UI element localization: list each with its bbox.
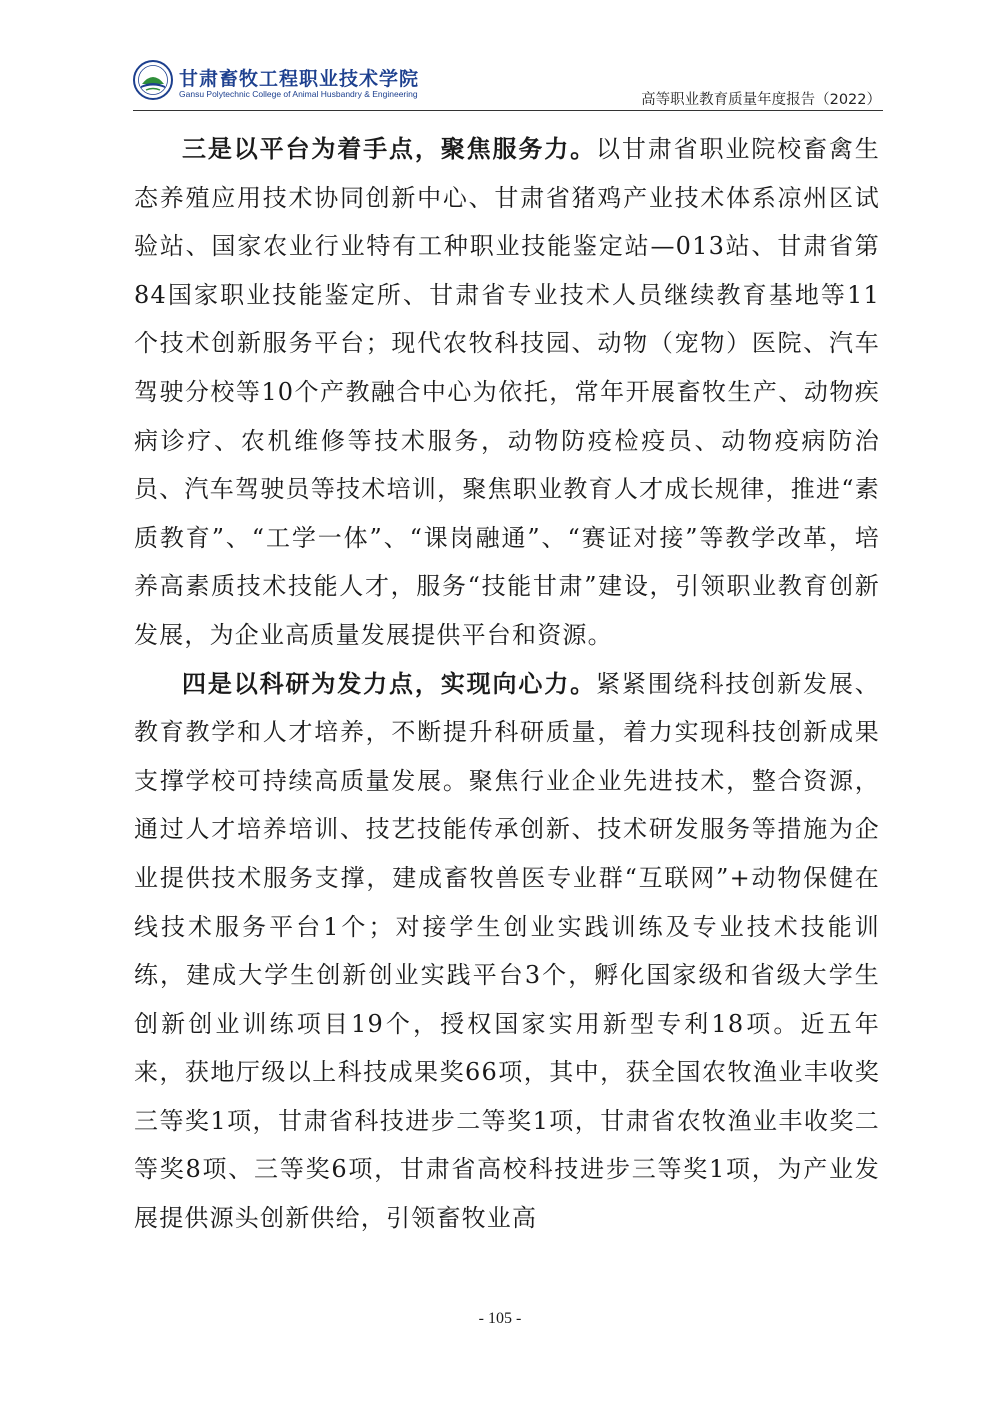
paragraph-heading: 四是以科研为发力点，实现向心力。 <box>182 668 597 698</box>
paragraph-research <box>134 660 880 1243</box>
paragraph-platform <box>134 125 880 660</box>
college-name-en: Gansu Polytechnic College of Animal Husbandry & Engineering <box>179 89 418 99</box>
paragraph-body: 以甘肃省职业院校畜禽生态养殖应用技术协同创新中心、甘肃省猪鸡产业技术体系凉州区试验站、国家农业行业特有工种职业技能鉴定站—013站、甘肃省第84国家职业技能鉴定所、甘肃省专业技术人员继续教育基地等11个技术创新服务平台；现代农牧科技园、动物（宠物）医院、汽车驾驶分校等10个产教融合中心为依托，常年开展畜牧生产、动物疾病诊疗、农机维修等技术服务，动物防疫检疫员、动物疫病防治员、汽车驾驶员等技术培训，聚焦职业教育人才成长规律，推进“素质教育”、“工学一体”、“课岗融通”、“赛证对接”等教学改革，培养高素质技术技能人才，服务“技能甘肃”建设，引领职业教育创新发展，为企业高质量发展提供平台和资源。 <box>134 135 880 649</box>
page-content <box>134 125 880 1243</box>
page-header <box>133 52 883 110</box>
college-name-cn: 甘肃畜牧工程职业技术学院 <box>179 68 420 90</box>
college-emblem-icon <box>133 60 173 100</box>
page-number: - 105 - <box>478 1310 522 1327</box>
paragraph-heading: 三是以平台为着手点，聚焦服务力。 <box>182 134 597 163</box>
header-divider <box>133 110 883 111</box>
report-title: 高等职业教育质量年度报告（2022） <box>641 92 881 108</box>
paragraph-body: 紧紧围绕科技创新发展、教育教学和人才培养，不断提升科研质量，着力实现科技创新成果支撑学校可持续高质量发展。聚焦行业企业先进技术，整合资源，通过人才培养培训、技艺技能传承创新、技术研发服务等措施为企业提供技术服务支撑，建成畜牧兽医专业群“互联网”+动物保健在线技术服务平台1个；对接学生创业实践训练及专业技术技能训练，建成大学生创新创业实践平台3个，孵化国家级和省级大学生创新创业训练项目19个，授权国家实用新型专利18项。近五年来，获地厅级以上科技成果奖66项，其中，获全国农牧渔业丰收奖三等奖1项，甘肃省科技进步二等奖1项，甘肃省农牧渔业丰收奖二等奖8项、三等奖6项，甘肃省高校科技进步三等奖1项，为产业发展提供源头创新供给，引领畜牧业高 <box>134 669 880 1233</box>
